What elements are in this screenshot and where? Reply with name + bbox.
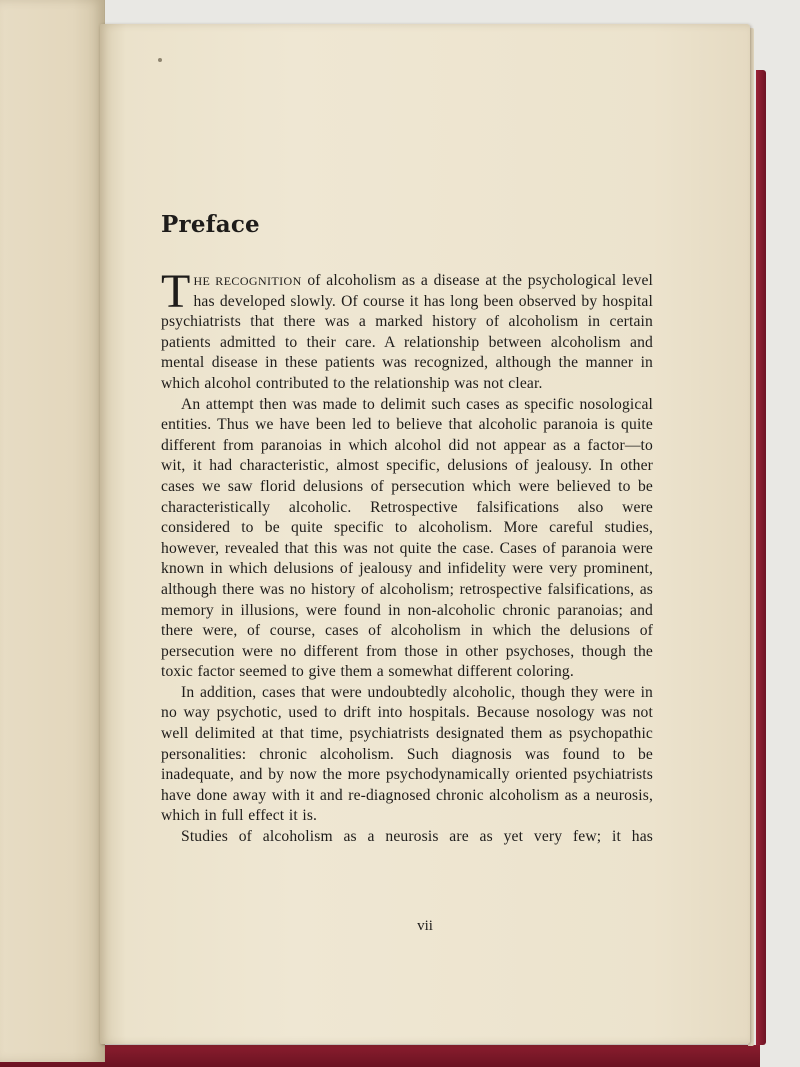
- opening-paragraph-text: of alcoholism as a disease at the psychological level has developed slowly. Of course it has long been observed by hospital psychiatrists that there was a marked history of alcoholism in certain patients admitted to their care. A relationship between alcoholism and mental disease in these patients was recognized, although the manner in which alcohol contributed to the relationship was not clear.: [161, 272, 653, 392]
- paragraph-3: In addition, cases that were undoubtedly alcoholic, though they were in no way psychotic, used to drift into hospitals. Because nosology was not well delimited at that time, psychiatrists designated them as psychopathic personalities: chronic alcoholism. Such diagnosis was found to be inadequate, and by now the more psychodynamically oriented psychiatrists have done away with it and re-diagnosed chronic alcoholism as a neurosis, which in full effect it is.: [161, 683, 653, 825]
- paper-speck: [158, 58, 162, 62]
- paragraph-2: An attempt then was made to delimit such cases as specific nosological entities. Thus we have been led to believe that alcoholic paranoia is quite different from paranoias in which alcohol did not appear as a factor—to wit, it had characteristic, almost specific, delusions of jealousy. In other cases we saw florid delusions of persecution which were believed to be characteristically alcoholic. Retrospective falsifications also were considered to be quite specific to alcoholism. More careful studies, however, revealed that this was not quite the case. Cases of paranoia were known in which delusions of jealousy and infidelity were very prominent, although there was no history of alcoholism; retrospective falsifications, as memory in illusions, were found in non-alcoholic chronic paranoias; and there were, of course, cases of alcoholism in which the delusions of persecution were no different from those in other psychoses, though the toxic factor seemed to give them a somewhat different coloring.: [161, 395, 653, 681]
- paragraph-4: Studies of alcoholism as a neurosis are as yet very few; it has: [181, 828, 653, 846]
- chapter-title: Preface: [161, 211, 260, 238]
- opening-paragraph: [161, 265, 653, 395]
- book-cover-edge-right: [756, 70, 766, 1045]
- left-page: [0, 0, 105, 1062]
- drop-cap: T: [161, 265, 191, 318]
- small-caps-lead: HE RECOGNITION: [193, 274, 302, 288]
- book-page: [100, 24, 750, 1044]
- body-text: [161, 210, 653, 848]
- book-cover-edge-bottom: [0, 1045, 760, 1067]
- page-number: vii: [417, 918, 433, 934]
